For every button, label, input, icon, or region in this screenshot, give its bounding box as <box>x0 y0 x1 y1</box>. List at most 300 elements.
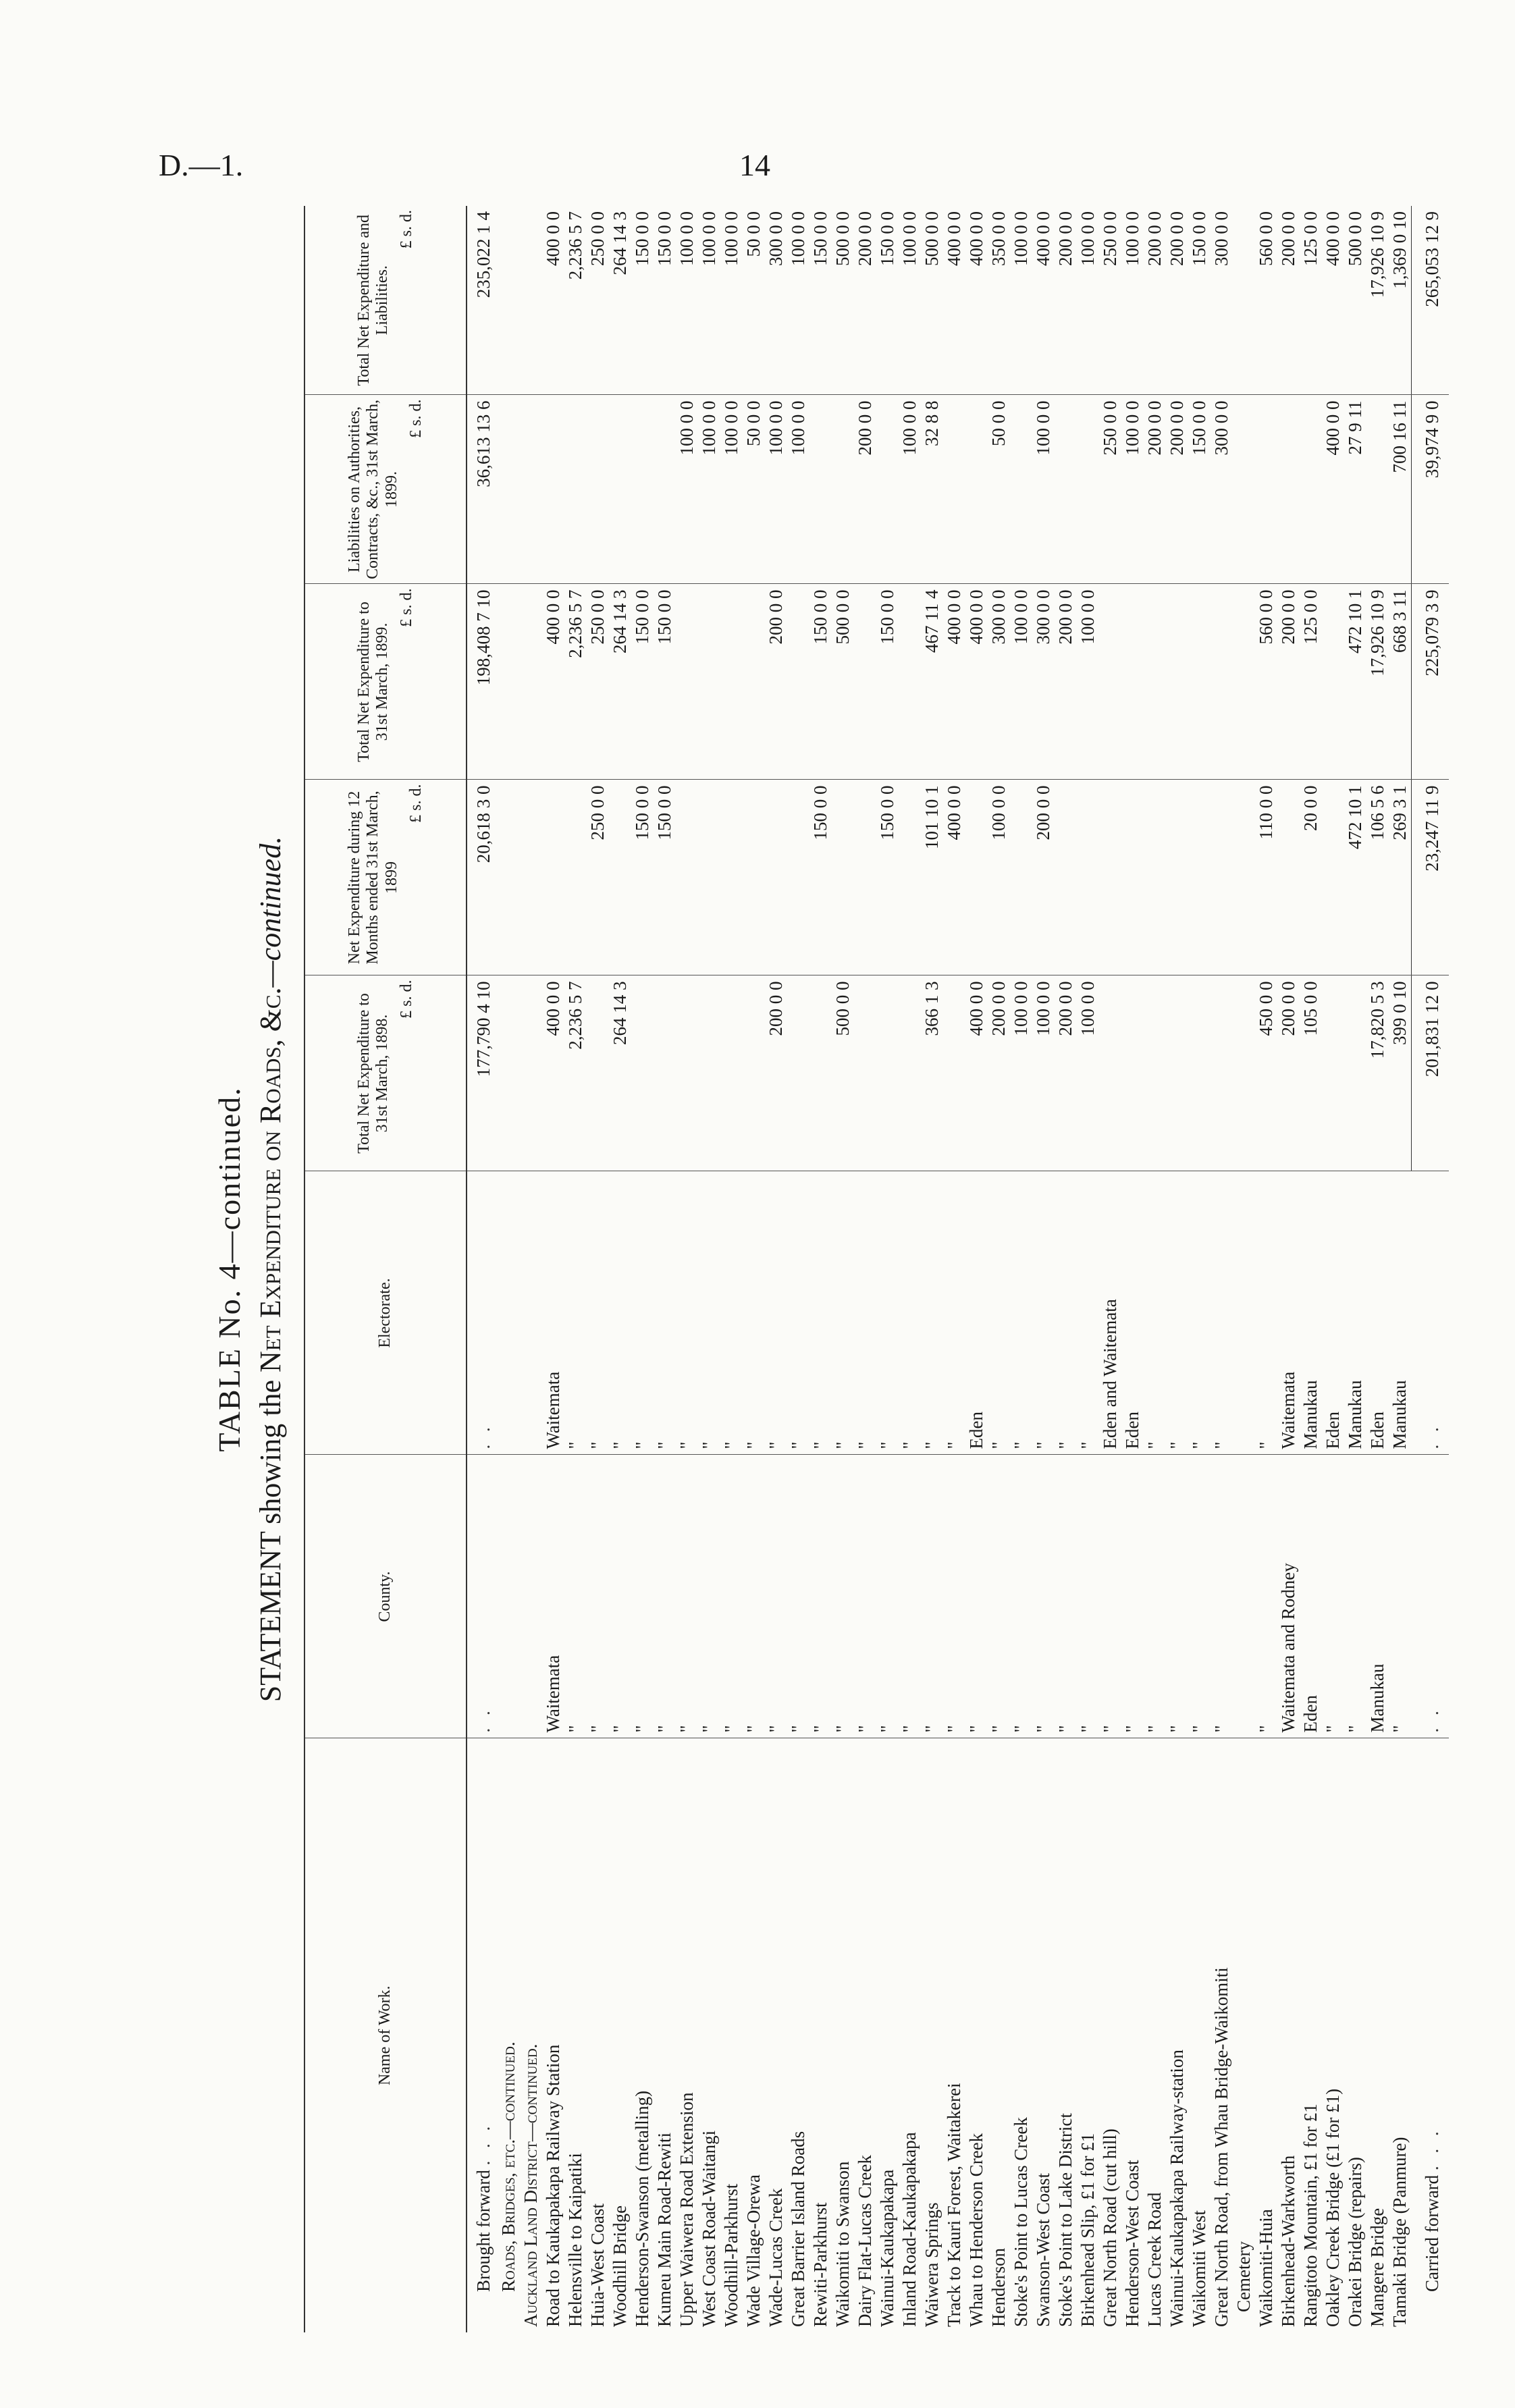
table-row <box>1032 206 1055 2332</box>
cell-exp-1898 <box>943 975 965 1171</box>
cell-work: Track to Kauri Forest, Waitakerei <box>944 2083 964 2327</box>
cell-exp-1898: 100 0 0 <box>1077 975 1099 1171</box>
cell-exp-12m <box>698 780 720 975</box>
cell-exp-12m: 106 5 6 <box>1366 780 1389 975</box>
table-row <box>765 206 787 2332</box>
statement-suffix: —continued. <box>254 836 287 988</box>
cell-electorate: " <box>765 1171 787 1455</box>
cf-total: 265,053 12 9 <box>1412 206 1450 395</box>
table-row <box>809 206 832 2332</box>
cell-exp-1898 <box>854 975 876 1171</box>
cell-exp-1898 <box>899 975 921 1171</box>
district-row <box>520 206 542 2332</box>
cell-electorate: Eden <box>1322 1171 1344 1455</box>
cell-exp-1898: 450 0 0 <box>1255 975 1277 1171</box>
cell-exp-1899 <box>1211 584 1233 780</box>
table-row <box>1166 206 1188 2332</box>
cell-total: 250 0 0 <box>587 206 609 395</box>
cell-county: " <box>1032 1455 1055 1738</box>
cell-exp-1899 <box>698 584 720 780</box>
cell-exp-12m: 250 0 0 <box>587 780 609 975</box>
statement-subject: Net Expenditure on Roads, &c. <box>254 987 287 1372</box>
cell-liab <box>809 395 832 584</box>
col-exp-1899: Total Net Expenditure to 31st March, 1899. £ s. d. <box>304 584 467 780</box>
cell-work: Wade Village-Orewa <box>743 2174 764 2327</box>
cell-electorate: Waitemata <box>542 1171 564 1455</box>
cell-exp-12m <box>720 780 743 975</box>
col-total: Total Net Expenditure and Liabilities. £ s. d. <box>304 206 467 395</box>
cell-total: 400 0 0 <box>1322 206 1344 395</box>
cell-exp-12m: 150 0 0 <box>876 780 899 975</box>
table-row <box>1322 206 1344 2332</box>
table-row <box>609 206 631 2332</box>
cell-exp-1899: 400 0 0 <box>965 584 988 780</box>
cell-electorate: " <box>832 1171 854 1455</box>
cell-exp-12m: 472 10 1 <box>1344 780 1366 975</box>
cell-total: 100 0 0 <box>698 206 720 395</box>
cell-work: Woodhill Bridge <box>610 2205 630 2327</box>
cell-exp-1899: 467 11 4 <box>921 584 943 780</box>
cell-exp-1899: 2,236 5 7 <box>564 584 587 780</box>
cell-exp-1899: 200 0 0 <box>1055 584 1077 780</box>
cell-exp-1898 <box>654 975 676 1171</box>
cell-county: " <box>921 1455 943 1738</box>
cell-work: Henderson-West Coast <box>1122 2160 1142 2327</box>
cell-exp-1898 <box>1166 975 1188 1171</box>
cell-exp-12m <box>1277 780 1300 975</box>
cell-county: Eden <box>1300 1455 1322 1738</box>
cell-county: " <box>765 1455 787 1738</box>
cell-work: Birkenhead-Warkworth <box>1278 2155 1298 2327</box>
cell-exp-1898: 100 0 0 <box>1010 975 1032 1171</box>
cell-liab <box>876 395 899 584</box>
cell-exp-12m <box>676 780 698 975</box>
cell-work: Waikomiti to Swanson <box>832 2161 853 2327</box>
cell-total: 50 0 0 <box>743 206 765 395</box>
bf-total: 235,022 1 4 <box>467 206 498 395</box>
cell-work: Great North Road, from Whau Bridge-Waikomiti <box>1211 1967 1231 2327</box>
cell-work: Swanson-West Coast <box>1033 2172 1053 2327</box>
cell-work: Stoke's Point to Lake District <box>1055 2113 1075 2327</box>
table-row <box>965 206 988 2332</box>
cell-exp-1898: 2,236 5 7 <box>564 975 587 1171</box>
cell-electorate: Manukau <box>1344 1171 1366 1455</box>
cell-electorate: Eden <box>965 1171 988 1455</box>
table-row <box>631 206 654 2332</box>
table-row <box>1099 206 1121 2332</box>
table-row <box>1277 206 1300 2332</box>
cell-exp-1899: 100 0 0 <box>1010 584 1032 780</box>
cell-exp-1899 <box>1099 584 1121 780</box>
cell-electorate: Manukau <box>1389 1171 1412 1455</box>
cell-total: 264 14 3 <box>609 206 631 395</box>
cell-county: " <box>631 1455 654 1738</box>
cell-electorate: Waitemata <box>1277 1171 1300 1455</box>
cell-work: Woodhill-Parkhurst <box>721 2183 741 2327</box>
cell-electorate: " <box>943 1171 965 1455</box>
cell-exp-12m <box>542 780 564 975</box>
table-row <box>587 206 609 2332</box>
cell-county: " <box>1322 1455 1344 1738</box>
cell-liab: 100 0 0 <box>698 395 720 584</box>
cell-exp-1898 <box>876 975 899 1171</box>
cf-exp-12m: 23,247 11 9 <box>1412 780 1450 975</box>
cell-electorate: " <box>899 1171 921 1455</box>
table-row <box>1389 206 1412 2332</box>
table-row <box>720 206 743 2332</box>
cell-county: " <box>854 1455 876 1738</box>
cell-work: Henderson <box>988 2248 1009 2327</box>
cell-liab <box>1233 395 1255 584</box>
cell-exp-12m: 200 0 0 <box>1032 780 1055 975</box>
cell-county: " <box>809 1455 832 1738</box>
cell-total: 300 0 0 <box>765 206 787 395</box>
cell-exp-1898 <box>1144 975 1166 1171</box>
cell-county: " <box>943 1455 965 1738</box>
cell-liab: 27 9 11 <box>1344 395 1366 584</box>
cell-county: " <box>654 1455 676 1738</box>
cell-liab: 100 0 0 <box>1121 395 1144 584</box>
table-row <box>1300 206 1322 2332</box>
cell-exp-12m: 20 0 0 <box>1300 780 1322 975</box>
cell-electorate: " <box>743 1171 765 1455</box>
cell-electorate: " <box>1077 1171 1099 1455</box>
cell-exp-1899 <box>1233 584 1255 780</box>
carried-forward-label: Carried forward . . . <box>1421 2127 1442 2292</box>
cell-exp-12m: 269 3 1 <box>1389 780 1412 975</box>
cell-exp-12m <box>1010 780 1032 975</box>
page-code: D.—1. <box>159 148 244 182</box>
cell-liab: 400 0 0 <box>1322 395 1344 584</box>
cell-work: Great North Road (cut hill) <box>1100 2129 1120 2327</box>
cell-liab <box>1055 395 1077 584</box>
cell-exp-12m <box>832 780 854 975</box>
cell-liab: 100 0 0 <box>1032 395 1055 584</box>
table-row <box>564 206 587 2332</box>
cell-work: Waikomiti-Huia <box>1256 2209 1276 2327</box>
cell-exp-1898 <box>1121 975 1144 1171</box>
cell-electorate: " <box>564 1171 587 1455</box>
cell-work: Upper Waiwera Road Extension <box>676 2092 697 2327</box>
cell-exp-1899 <box>676 584 698 780</box>
cell-county: " <box>787 1455 809 1738</box>
cell-exp-1898: 400 0 0 <box>542 975 564 1171</box>
cell-exp-1898: 399 0 10 <box>1389 975 1412 1171</box>
cell-exp-1898 <box>1188 975 1211 1171</box>
cell-total: 200 0 0 <box>1055 206 1077 395</box>
cell-liab <box>1300 395 1322 584</box>
cell-liab: 300 0 0 <box>1211 395 1233 584</box>
table-row <box>921 206 943 2332</box>
cell-exp-12m <box>965 780 988 975</box>
cell-total: 100 0 0 <box>1077 206 1099 395</box>
cell-work: Dairy Flat-Lucas Creek <box>855 2155 875 2327</box>
cell-total: 100 0 0 <box>1010 206 1032 395</box>
cell-exp-12m <box>1233 780 1255 975</box>
cell-exp-12m: 110 0 0 <box>1255 780 1277 975</box>
cell-liab: 150 0 0 <box>1188 395 1211 584</box>
cell-electorate <box>1233 1171 1255 1455</box>
cell-county: " <box>1121 1455 1144 1738</box>
cell-liab: 50 0 0 <box>988 395 1010 584</box>
cell-work: Rangitoto Mountain, £1 for £1 <box>1300 2104 1321 2327</box>
cell-total: 560 0 0 <box>1255 206 1277 395</box>
cell-exp-1898: 100 0 0 <box>1032 975 1055 1171</box>
cell-exp-12m: 100 0 0 <box>988 780 1010 975</box>
cell-exp-1899: 400 0 0 <box>943 584 965 780</box>
cell-total: 250 0 0 <box>1099 206 1121 395</box>
cell-exp-1899: 500 0 0 <box>832 584 854 780</box>
cell-exp-1898 <box>787 975 809 1171</box>
cell-exp-12m <box>1211 780 1233 975</box>
statement-prefix: STATEMENT showing the <box>254 1380 287 1703</box>
cell-liab <box>631 395 654 584</box>
statement-title <box>253 206 288 2332</box>
expenditure-table <box>304 206 1449 2332</box>
cell-exp-12m <box>609 780 631 975</box>
cell-exp-1898 <box>1211 975 1233 1171</box>
cell-exp-1899: 125 0 0 <box>1300 584 1322 780</box>
cell-total: 500 0 0 <box>1344 206 1366 395</box>
cell-total: 400 0 0 <box>1032 206 1055 395</box>
cell-exp-12m <box>854 780 876 975</box>
cell-work: Tamaki Bridge (Panmure) <box>1389 2137 1410 2327</box>
section-row <box>498 206 520 2332</box>
table-row <box>787 206 809 2332</box>
cell-liab <box>609 395 631 584</box>
cell-exp-1898 <box>698 975 720 1171</box>
bf-exp-12m: 20,618 3 0 <box>467 780 498 975</box>
cell-county: " <box>899 1455 921 1738</box>
cell-work: Rewiti-Parkhurst <box>810 2202 830 2327</box>
cell-exp-1898 <box>587 975 609 1171</box>
col-liabilities: Liabilities on Authorities, Contracts, &c., 31st March, 1899. £ s. d. <box>304 395 467 584</box>
cell-county: " <box>832 1455 854 1738</box>
rotated-table-region <box>206 206 1442 2332</box>
table-row <box>988 206 1010 2332</box>
cell-work: Waiwera Springs <box>922 2202 942 2327</box>
table-row <box>876 206 899 2332</box>
cell-work: Whau to Henderson Creek <box>966 2133 986 2327</box>
cell-exp-1899: 150 0 0 <box>631 584 654 780</box>
cell-liab <box>542 395 564 584</box>
cell-work: Great Barrier Island Roads <box>788 2131 808 2327</box>
cell-exp-1898: 400 0 0 <box>965 975 988 1171</box>
cell-exp-1899: 300 0 0 <box>988 584 1010 780</box>
cell-electorate: Manukau <box>1300 1171 1322 1455</box>
cell-liab <box>1366 395 1389 584</box>
cell-exp-1899: 300 0 0 <box>1032 584 1055 780</box>
cell-liab <box>943 395 965 584</box>
cell-work: Waikomiti West <box>1189 2210 1209 2327</box>
cell-total: 150 0 0 <box>654 206 676 395</box>
cell-total: 1,369 0 10 <box>1389 206 1412 395</box>
cell-electorate: " <box>809 1171 832 1455</box>
cell-electorate: " <box>720 1171 743 1455</box>
cell-county: " <box>1166 1455 1188 1738</box>
bf-exp-1898: 177,790 4 10 <box>467 975 498 1171</box>
cell-exp-1899 <box>1121 584 1144 780</box>
cell-liab <box>1255 395 1277 584</box>
cell-total: 350 0 0 <box>988 206 1010 395</box>
cell-exp-1898 <box>676 975 698 1171</box>
cell-liab: 100 0 0 <box>720 395 743 584</box>
table-row <box>1077 206 1099 2332</box>
cell-liab: 100 0 0 <box>765 395 787 584</box>
cell-county <box>1233 1455 1255 1738</box>
cell-liab: 32 8 8 <box>921 395 943 584</box>
cell-total: 500 0 0 <box>921 206 943 395</box>
cell-exp-12m <box>1055 780 1077 975</box>
cell-electorate: " <box>654 1171 676 1455</box>
cell-total: 2,236 5 7 <box>564 206 587 395</box>
cell-exp-12m <box>1144 780 1166 975</box>
cell-county: " <box>1099 1455 1121 1738</box>
cell-exp-1898: 366 1 3 <box>921 975 943 1171</box>
cell-county: Manukau <box>1366 1455 1389 1738</box>
cell-total: 100 0 0 <box>720 206 743 395</box>
brought-forward-row: Brought forward . . . . . . . 177,790 4 10 20,618 3 0 198,408 7 10 36,613 13 6 235,022 1 4 <box>467 206 498 2332</box>
cell-total: 17,926 10 9 <box>1366 206 1389 395</box>
cell-electorate: " <box>698 1171 720 1455</box>
cell-county: " <box>988 1455 1010 1738</box>
table-row <box>1255 206 1277 2332</box>
cell-work: Henderson-Swanson (metalling) <box>632 2090 652 2327</box>
cell-county: " <box>876 1455 899 1738</box>
cell-liab: 200 0 0 <box>1144 395 1166 584</box>
cell-work: Orakei Bridge (repairs) <box>1345 2157 1365 2327</box>
carried-forward-row: Carried forward . . . . . . . 201,831 12 0 23,247 11 9 225,079 3 9 39,974 9 0 265,053 12 9 <box>1412 206 1450 2332</box>
cell-exp-1898: 200 0 0 <box>1277 975 1300 1171</box>
cell-liab: 50 0 0 <box>743 395 765 584</box>
cell-liab <box>654 395 676 584</box>
cell-electorate: Eden <box>1121 1171 1144 1455</box>
cell-county: " <box>1255 1455 1277 1738</box>
cell-work: Birkenhead Slip, £1 for £1 <box>1078 2133 1098 2327</box>
cell-exp-1898: 500 0 0 <box>832 975 854 1171</box>
cell-exp-1898 <box>1233 975 1255 1171</box>
cell-exp-12m <box>899 780 921 975</box>
cell-liab: 200 0 0 <box>1166 395 1188 584</box>
cell-exp-1899 <box>1144 584 1166 780</box>
cell-total: 150 0 0 <box>1188 206 1211 395</box>
cell-exp-12m <box>1121 780 1144 975</box>
cell-exp-12m <box>1322 780 1344 975</box>
cell-total: 200 0 0 <box>854 206 876 395</box>
cell-exp-12m <box>1099 780 1121 975</box>
cell-exp-1899 <box>787 584 809 780</box>
cell-exp-12m <box>564 780 587 975</box>
cell-county: " <box>1389 1455 1412 1738</box>
cell-total: 400 0 0 <box>965 206 988 395</box>
table-title: TABLE No. 4—continued. <box>212 1086 246 1452</box>
cell-work: Huia-West Coast <box>587 2203 608 2327</box>
cell-exp-1898 <box>631 975 654 1171</box>
cell-total: 100 0 0 <box>787 206 809 395</box>
cell-total: 100 0 0 <box>676 206 698 395</box>
cell-total: 200 0 0 <box>1277 206 1300 395</box>
table-row <box>1121 206 1144 2332</box>
cell-county: " <box>609 1455 631 1738</box>
col-electorate: Electorate. <box>304 1171 467 1455</box>
cell-exp-1898 <box>1344 975 1366 1171</box>
table-row <box>832 206 854 2332</box>
cell-exp-1898: 200 0 0 <box>988 975 1010 1171</box>
table-row <box>1366 206 1389 2332</box>
table-row <box>899 206 921 2332</box>
cell-liab: 100 0 0 <box>676 395 698 584</box>
cell-county: " <box>1188 1455 1211 1738</box>
table-row <box>1010 206 1032 2332</box>
cell-exp-1899 <box>1188 584 1211 780</box>
cell-work: West Coast Road-Waitangi <box>699 2130 719 2327</box>
cell-total: 125 0 0 <box>1300 206 1322 395</box>
cell-county: " <box>965 1455 988 1738</box>
table-row <box>1233 206 1255 2332</box>
table-row <box>1211 206 1233 2332</box>
col-exp-12m: Net Expenditure during 12 Months ended 31st March, 1899 £ s. d. <box>304 780 467 975</box>
cell-exp-1898: 200 0 0 <box>765 975 787 1171</box>
cell-electorate: Eden <box>1366 1171 1389 1455</box>
cell-liab: 250 0 0 <box>1099 395 1121 584</box>
cell-exp-1899 <box>1166 584 1188 780</box>
cell-exp-1899 <box>899 584 921 780</box>
table-row <box>676 206 698 2332</box>
table-row <box>1144 206 1166 2332</box>
cf-exp-1898: 201,831 12 0 <box>1412 975 1450 1171</box>
cell-exp-1899: 150 0 0 <box>876 584 899 780</box>
cell-electorate: " <box>1144 1171 1166 1455</box>
cell-total: 100 0 0 <box>899 206 921 395</box>
cell-county: Waitemata <box>542 1455 564 1738</box>
cell-exp-1899: 100 0 0 <box>1077 584 1099 780</box>
cell-electorate: " <box>587 1171 609 1455</box>
cell-total: 150 0 0 <box>631 206 654 395</box>
cell-work: Kumeu Main Road-Rewiti <box>654 2133 674 2327</box>
cell-work: Helensville to Kaipatiki <box>565 2153 585 2327</box>
cell-exp-12m <box>1077 780 1099 975</box>
cell-exp-1898: 200 0 0 <box>1055 975 1077 1171</box>
cell-exp-12m: 101 10 1 <box>921 780 943 975</box>
cell-exp-1899: 200 0 0 <box>1277 584 1300 780</box>
cell-total: 150 0 0 <box>809 206 832 395</box>
cell-county: " <box>1010 1455 1032 1738</box>
cell-exp-1899 <box>854 584 876 780</box>
cell-total <box>1233 206 1255 395</box>
cell-electorate: " <box>921 1171 943 1455</box>
cf-liabilities: 39,974 9 0 <box>1412 395 1450 584</box>
cell-county: " <box>564 1455 587 1738</box>
cell-work: Wainui-Kaukapakapa <box>877 2169 897 2327</box>
cell-work: Inland Road-Kaukapakapa <box>899 2132 920 2327</box>
cell-exp-1898: 105 0 0 <box>1300 975 1322 1171</box>
cell-total: 300 0 0 <box>1211 206 1233 395</box>
cell-electorate: " <box>1055 1171 1077 1455</box>
cell-electorate: " <box>631 1171 654 1455</box>
header-row <box>304 206 467 2332</box>
col-work: Name of Work. <box>304 1738 467 2332</box>
cell-work: Wainui-Kaukapakapa Railway-station <box>1167 2050 1187 2327</box>
cell-exp-1898: 264 14 3 <box>609 975 631 1171</box>
cell-exp-1899 <box>1322 584 1344 780</box>
page-number: 14 <box>739 148 770 182</box>
cell-exp-1899: 264 14 3 <box>609 584 631 780</box>
cell-electorate: " <box>1010 1171 1032 1455</box>
cell-work: Stoke's Point to Lucas Creek <box>1011 2117 1031 2327</box>
cell-county: " <box>720 1455 743 1738</box>
cell-electorate: " <box>988 1171 1010 1455</box>
cell-liab <box>1077 395 1099 584</box>
